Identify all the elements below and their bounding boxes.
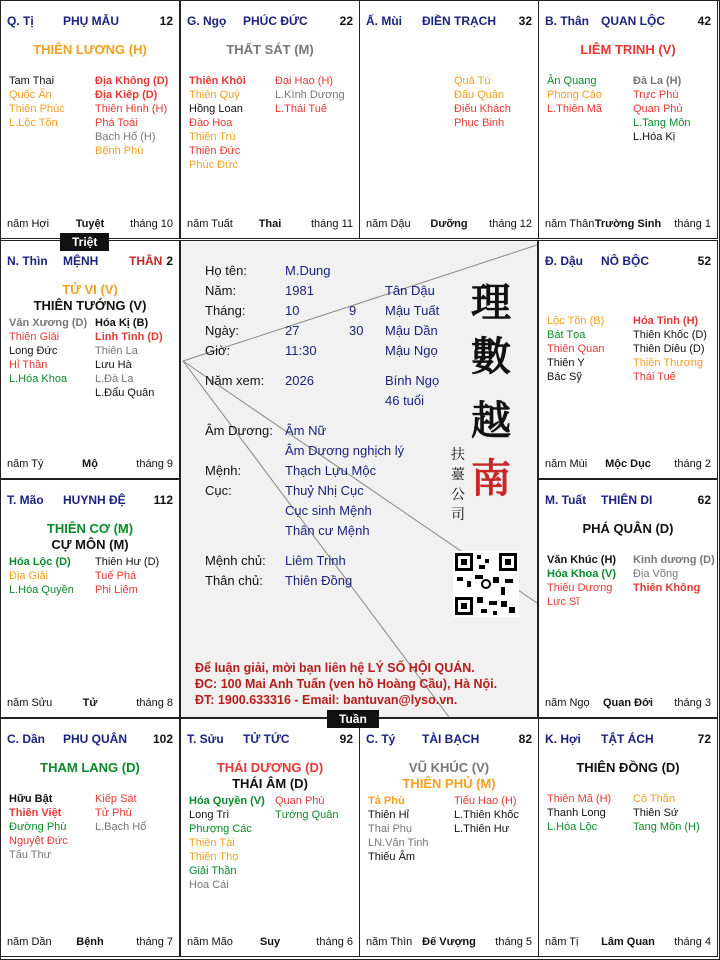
minor-stars-left — [9, 316, 87, 386]
main-star: THIÊN PHỦ (M) — [402, 776, 496, 791]
minor-star: Phúc Đức — [189, 159, 238, 171]
palace-stage: Thai — [258, 218, 282, 230]
minor-stars-right — [95, 316, 163, 400]
tuan-marker: Tuần — [327, 710, 379, 728]
minor-star: L.Hóa Lộc — [547, 821, 598, 833]
minor-star: Thiên Hình (H) — [95, 103, 168, 115]
minor-star: Thiên Quan — [547, 343, 605, 355]
minor-star: L.Đà La — [95, 373, 134, 385]
palace-suu — [180, 718, 360, 957]
palace-number: 72 — [697, 732, 711, 746]
palace-footer — [187, 936, 353, 950]
minor-star: Thiên Hỉ — [368, 809, 409, 821]
minor-stars-right — [95, 792, 146, 834]
palace-stage: Đế Vượng — [422, 936, 476, 948]
minor-stars-right — [454, 794, 519, 836]
month-canchi: Mậu Tuất — [385, 303, 440, 318]
thanchu-value: Thiên Đồng — [285, 573, 353, 588]
palace-dan — [0, 718, 180, 957]
minor-star: Địa Kiếp (D) — [95, 89, 158, 101]
minor-star: Tướng Quân — [275, 809, 339, 821]
minor-star: Giải Thần — [189, 865, 237, 877]
year-value: 1981 — [285, 283, 314, 298]
minor-star: Tử Phù — [95, 807, 132, 819]
minor-star: L.Đẩu Quân — [95, 387, 155, 399]
minor-star: Thiên Khôi — [189, 75, 246, 87]
calligraphy-char-3: 越 — [471, 397, 511, 444]
palace-month: tháng 10 — [130, 218, 173, 230]
contact-line-1: Để luận giải, mời bạn liên hệ LÝ SỐ HỘI QUÁN. — [195, 661, 475, 675]
minor-star: Đào Hoa — [189, 117, 233, 129]
minor-star: L.Hóa Khoa — [9, 373, 68, 385]
palace-branch: C. Dần — [7, 732, 46, 746]
main-star: THIÊN ĐỒNG (D) — [576, 760, 680, 775]
palace-header — [545, 493, 711, 509]
palace-year: năm Thân — [545, 218, 595, 230]
palace-footer — [545, 697, 711, 711]
palace-stage: Tuyệt — [75, 218, 105, 230]
minor-star: Ân Quang — [547, 75, 597, 87]
palace-footer — [7, 458, 173, 472]
palace-name: QUAN LỘC — [601, 14, 665, 28]
minor-star: Thiên Sứ — [633, 807, 679, 819]
palace-month: tháng 7 — [136, 936, 173, 948]
palace-name: PHÚC ĐỨC — [243, 14, 308, 28]
palace-month: tháng 5 — [495, 936, 532, 948]
minor-star: Cô Thần — [633, 793, 675, 805]
minor-star: Thiên Y — [547, 357, 585, 369]
minor-star: Thiên Quý — [189, 89, 240, 101]
palace-year: năm Thìn — [366, 936, 413, 948]
minor-star: Kình dương (D) — [633, 554, 715, 566]
month-label: Tháng: — [205, 303, 246, 318]
amduong-label: Âm Dương: — [205, 423, 273, 438]
palace-dau — [538, 240, 718, 479]
palace-name: MỆNH — [63, 254, 99, 268]
minor-star: L.Tang Môn — [633, 117, 691, 129]
contact-line-3: ĐT: 1900.633316 - Email: bantuvan@lyso.vn. — [195, 693, 458, 707]
main-star: THIÊN TƯỚNG (V) — [33, 298, 147, 313]
minor-star: Thiên Thọ — [189, 851, 239, 863]
minor-stars-left — [368, 794, 429, 864]
minor-stars-right — [454, 74, 511, 130]
minor-star: Tang Môn (H) — [633, 821, 700, 833]
age-value: 46 tuổi — [385, 393, 425, 408]
minor-star: Linh Tinh (D) — [95, 331, 163, 343]
minor-star: L.Kình Dương — [275, 89, 345, 101]
minor-star: Quốc Ấn — [9, 89, 52, 101]
minor-star: Tam Thai — [9, 75, 55, 87]
palace-year: năm Mùi — [545, 458, 588, 470]
than-marker: THÂN — [129, 254, 163, 268]
palace-year: năm Tị — [545, 936, 579, 948]
palace-month: tháng 1 — [674, 218, 711, 230]
palace-footer — [545, 936, 711, 950]
palace-footer — [545, 458, 711, 472]
palace-footer — [7, 936, 173, 950]
minor-star: Hóa Quyền (V) — [189, 795, 265, 807]
minor-stars-left — [9, 74, 65, 130]
calligraphy-char-1: 理 — [471, 279, 511, 326]
minor-star: Thiếu Âm — [368, 851, 416, 863]
minor-star: Thiên Đức — [189, 145, 241, 157]
name-label: Họ tên: — [205, 263, 247, 278]
palace-year: năm Dậu — [366, 218, 411, 230]
palace-name: TÀI BẠCH — [422, 732, 480, 746]
minor-star: Điếu Khách — [454, 103, 511, 115]
minor-star: Thiên Diêu (D) — [633, 343, 705, 355]
palace-tuat — [538, 479, 718, 718]
minor-star: L.Thiên Khốc — [454, 809, 519, 821]
palace-ti — [0, 0, 180, 239]
minor-star: Trực Phù — [633, 89, 679, 101]
palace-month: tháng 12 — [489, 218, 532, 230]
palace-branch: C. Tý — [366, 732, 396, 746]
minor-star: Quan Phủ — [633, 103, 683, 115]
minor-stars-left — [9, 792, 68, 862]
minor-star: Tuế Phá — [95, 570, 137, 582]
palace-footer — [545, 218, 711, 232]
palace-branch: M. Tuất — [545, 493, 587, 507]
minor-star: Kiếp Sát — [95, 793, 137, 805]
minor-star: Tiểu Hao (H) — [454, 795, 517, 807]
minor-star: Địa Không (D) — [95, 75, 169, 87]
menh-value: Thạch Lựu Mộc — [285, 463, 377, 478]
palace-stage: Suy — [259, 936, 281, 948]
minor-star: Nguyệt Đức — [9, 835, 68, 847]
minor-star: Thiên La — [95, 345, 138, 357]
palace-branch: K. Hợi — [545, 732, 581, 746]
palace-branch: Q. Tị — [7, 14, 34, 28]
minor-star: L.Thiên Mã — [547, 103, 603, 115]
minor-star: Thiên Mã (H) — [547, 793, 612, 805]
main-star: LIÊM TRINH (V) — [580, 42, 676, 57]
minor-star: L.Bạch Hổ — [95, 821, 147, 833]
view-year-value: 2026 — [285, 373, 314, 388]
palace-name: PHU QUÂN — [63, 732, 128, 746]
minor-star: Thiên Tài — [189, 837, 235, 849]
hour-value: 11:30 — [285, 343, 317, 358]
palace-stage: Quan Đới — [603, 697, 653, 709]
main-star: THẤT SÁT (M) — [226, 42, 314, 57]
palace-number: 92 — [339, 732, 353, 746]
palace-branch: T. Sửu — [187, 732, 224, 746]
palace-mao — [0, 479, 180, 718]
amduong-value: Âm Nữ — [285, 423, 327, 438]
calligraphy-char-2: 數 — [471, 333, 511, 380]
minor-stars-left — [189, 794, 265, 892]
minor-stars-right — [633, 553, 715, 595]
palace-stage: Tử — [82, 697, 98, 709]
palace-header — [7, 493, 173, 509]
palace-header — [366, 14, 532, 30]
palace-number: 112 — [153, 493, 173, 507]
cuc-label: Cục: — [205, 483, 232, 498]
minor-star: Phong Cáo — [547, 89, 603, 101]
palace-branch: G. Ngọ — [187, 14, 227, 28]
minor-star: Hóa Kị (B) — [95, 317, 149, 329]
palace-number: 102 — [152, 732, 173, 746]
minor-star: L.Thiên Hư — [454, 823, 510, 835]
palace-number: 2 — [166, 254, 173, 268]
minor-star: Long Đức — [9, 345, 58, 357]
minor-star: Thanh Long — [547, 807, 606, 819]
palace-number: 42 — [697, 14, 711, 28]
minor-star: Thái Tuế — [633, 371, 676, 383]
palace-stage: Lâm Quan — [601, 936, 655, 948]
minor-star: L.Thái Tuế — [275, 103, 327, 115]
main-star: CỰ MÔN (M) — [51, 537, 129, 552]
palace-year: năm Ngọ — [545, 697, 590, 709]
palace-year: năm Sửu — [7, 697, 53, 709]
palace-than — [538, 0, 718, 239]
main-star: THÁI ÂM (D) — [232, 776, 308, 791]
minor-stars-left — [547, 792, 611, 834]
thanchu-label: Thân chủ: — [205, 573, 263, 588]
minor-star: Bác Sỹ — [547, 371, 582, 383]
minor-stars-left — [547, 314, 604, 384]
palace-footer — [7, 218, 173, 232]
month-solar: 10 — [285, 303, 300, 318]
minor-star: Bạch Hổ (H) — [95, 131, 156, 143]
main-star: THÁI DƯƠNG (D) — [216, 760, 324, 775]
minor-star: Lộc Tồn (B) — [547, 315, 605, 327]
main-star: THIÊN CƠ (M) — [46, 521, 134, 536]
minor-star: Long Trì — [189, 809, 230, 821]
palace-month: tháng 2 — [674, 458, 711, 470]
cuc-relation: Cục sinh Mệnh — [285, 503, 372, 518]
minor-star: Văn Khúc (H) — [547, 554, 617, 566]
day-lunar: 30 — [349, 323, 364, 338]
minor-star: Thiên Thương — [633, 357, 704, 369]
palace-number: 52 — [697, 254, 711, 268]
minor-stars-left — [189, 74, 246, 172]
minor-star: Hỏa Tinh (H) — [633, 315, 699, 327]
amduong-note: Âm Dương nghịch lý — [285, 443, 405, 458]
palace-year: năm Tuất — [187, 218, 233, 230]
minor-star: Lưu Hà — [95, 359, 132, 371]
minor-star: L.Lộc Tồn — [9, 117, 58, 129]
palace-year: năm Dần — [7, 936, 52, 948]
palace-header — [545, 14, 711, 30]
contact-line-2: ĐC: 100 Mai Anh Tuấn (ven hồ Hoàng Cầu), Hà Nội. — [195, 677, 498, 691]
palace-month: tháng 3 — [674, 697, 711, 709]
center-info-panel — [180, 240, 538, 718]
minor-star: Quả Tú — [454, 75, 491, 87]
minor-star: Thiên Việt — [9, 807, 62, 819]
palace-number: 12 — [159, 14, 173, 28]
palace-name: HUYNH ĐỆ — [63, 493, 126, 507]
palace-header — [545, 732, 711, 748]
minor-star: Đẩu Quân — [454, 89, 505, 101]
minor-star: L.Hóa Quyền — [9, 584, 74, 596]
palace-stage: Dưỡng — [430, 218, 468, 230]
palace-footer — [366, 218, 532, 232]
main-star: PHÁ QUÂN (D) — [582, 521, 674, 536]
palace-thin — [0, 240, 180, 479]
palace-year: năm Mão — [187, 936, 233, 948]
minor-star: Hoa Cái — [189, 879, 229, 891]
month-lunar: 9 — [349, 303, 357, 318]
triet-marker: Triệt — [60, 233, 109, 251]
minor-star: Thiên Hư (D) — [95, 556, 160, 568]
minor-star: Thiên Trù — [189, 131, 236, 143]
palace-stage: Trường Sinh — [594, 218, 662, 230]
palace-footer — [7, 697, 173, 711]
main-star: VŨ KHÚC (V) — [408, 760, 490, 775]
palace-footer — [187, 218, 353, 232]
year-label: Năm: — [205, 283, 237, 298]
minor-star: Phượng Các — [189, 823, 252, 835]
palace-header — [366, 732, 532, 748]
minor-stars-left — [547, 553, 616, 609]
minor-star: Phá Toái — [95, 117, 138, 129]
palace-footer — [366, 936, 532, 950]
minor-star: Phục Binh — [454, 117, 505, 129]
view-year-label: Năm xem: — [205, 373, 265, 388]
main-star: THIÊN LƯƠNG (H) — [33, 42, 147, 57]
palace-header — [7, 254, 173, 270]
minor-star: Đà La (H) — [633, 75, 682, 87]
palace-stage: Bệnh — [76, 936, 104, 948]
palace-branch: N. Thìn — [7, 254, 48, 268]
minor-stars-right — [95, 74, 168, 158]
palace-number: 82 — [518, 732, 532, 746]
palace-month: tháng 4 — [674, 936, 711, 948]
minor-stars-right — [633, 792, 700, 834]
palace-header — [7, 14, 173, 30]
than-cu: Thân cư Mệnh — [285, 523, 370, 538]
minor-stars-left — [9, 555, 74, 597]
palace-ngo — [180, 0, 360, 239]
minor-star: Bát Tọa — [547, 329, 586, 341]
palace-branch: Đ. Dậu — [545, 254, 584, 268]
main-star: TỬ VI (V) — [62, 282, 118, 297]
menh-label: Mệnh: — [205, 463, 242, 478]
minor-star: Hữu Bật — [9, 793, 53, 805]
palace-month: tháng 9 — [136, 458, 173, 470]
palace-name: ĐIỀN TRẠCH — [422, 14, 496, 28]
seal-small-text: 扶薹公司 — [451, 447, 465, 523]
calligraphy-char-4: 南 — [471, 455, 511, 502]
minor-star: Địa Võng — [633, 568, 679, 580]
palace-name: NÔ BỘC — [601, 254, 649, 268]
palace-number: 62 — [697, 493, 711, 507]
menhchu-value: Liêm Trinh — [285, 553, 346, 568]
palace-branch: B. Thân — [545, 14, 589, 28]
palace-month: tháng 11 — [310, 218, 353, 230]
palace-number: 22 — [339, 14, 353, 28]
palace-header — [7, 732, 173, 748]
palace-stage: Mộ — [82, 458, 98, 470]
minor-stars-right — [633, 314, 707, 384]
palace-number: 32 — [518, 14, 532, 28]
menhchu-label: Mệnh chủ: — [205, 553, 266, 568]
minor-stars-right — [95, 555, 159, 597]
hour-label: Giờ: — [205, 343, 231, 358]
main-star: THAM LANG (D) — [40, 760, 140, 775]
minor-star: LN.Văn Tinh — [368, 837, 429, 849]
minor-star: Bệnh Phù — [95, 145, 144, 157]
palace-month: tháng 6 — [316, 936, 353, 948]
minor-star: Địa Giải — [9, 570, 49, 582]
qr-code-icon — [453, 551, 519, 617]
minor-star: Thiếu Dương — [547, 582, 613, 594]
minor-stars-right — [275, 794, 339, 822]
minor-star: Hỉ Thần — [9, 359, 48, 371]
palace-name: TẬT ÁCH — [601, 732, 654, 746]
minor-star: Văn Xương (D) — [9, 317, 88, 329]
name-value: M.Dung — [285, 263, 331, 278]
palace-header — [545, 254, 711, 270]
palace-header — [187, 14, 353, 30]
minor-star: Thiên Giải — [9, 331, 60, 343]
palace-name: TỬ TỨC — [243, 732, 290, 746]
minor-star: Thiên Khốc (D) — [633, 329, 707, 341]
minor-star: Hóa Khoa (V) — [547, 568, 617, 580]
minor-star: Hồng Loan — [189, 103, 243, 115]
day-solar: 27 — [285, 323, 300, 338]
minor-star: L.Hóa Kị — [633, 131, 676, 143]
palace-mui — [359, 0, 539, 239]
minor-star: Phi Liêm — [95, 584, 138, 596]
minor-stars-right — [275, 74, 345, 116]
palace-hoi — [538, 718, 718, 957]
view-year-canchi: Bính Ngọ — [385, 373, 440, 388]
minor-star: Quan Phù — [275, 795, 325, 807]
minor-star: Thiên Phúc — [9, 103, 65, 115]
palace-branch: Ấ. Mùi — [366, 14, 402, 28]
palace-stage: Mộc Dục — [605, 458, 651, 470]
minor-star: Đại Hao (H) — [275, 75, 334, 87]
day-canchi: Mậu Dần — [385, 323, 438, 338]
minor-star: Đường Phù — [9, 821, 67, 833]
minor-star: Lực Sĩ — [547, 596, 580, 608]
minor-star: Thai Phụ — [368, 823, 413, 835]
minor-star: Tấu Thư — [9, 849, 52, 861]
minor-stars-right — [633, 74, 690, 144]
day-label: Ngày: — [205, 323, 239, 338]
minor-star: Hóa Lộc (D) — [9, 556, 71, 568]
palace-ty — [359, 718, 539, 957]
year-canchi: Tân Dậu — [385, 283, 435, 298]
palace-branch: T. Mão — [7, 493, 44, 507]
palace-month: tháng 8 — [136, 697, 173, 709]
palace-year: năm Hợi — [7, 218, 50, 230]
palace-name: PHỤ MẪU — [63, 14, 119, 28]
palace-year: năm Tý — [7, 458, 44, 470]
minor-star: Thiên Không — [633, 582, 701, 594]
minor-star: Tả Phù — [368, 795, 405, 807]
cuc-value: Thuỷ Nhị Cục — [285, 483, 364, 498]
palace-header — [187, 732, 353, 748]
palace-name: THIÊN DI — [601, 493, 653, 507]
hour-canchi: Mậu Ngọ — [385, 343, 438, 358]
minor-stars-left — [547, 74, 602, 116]
